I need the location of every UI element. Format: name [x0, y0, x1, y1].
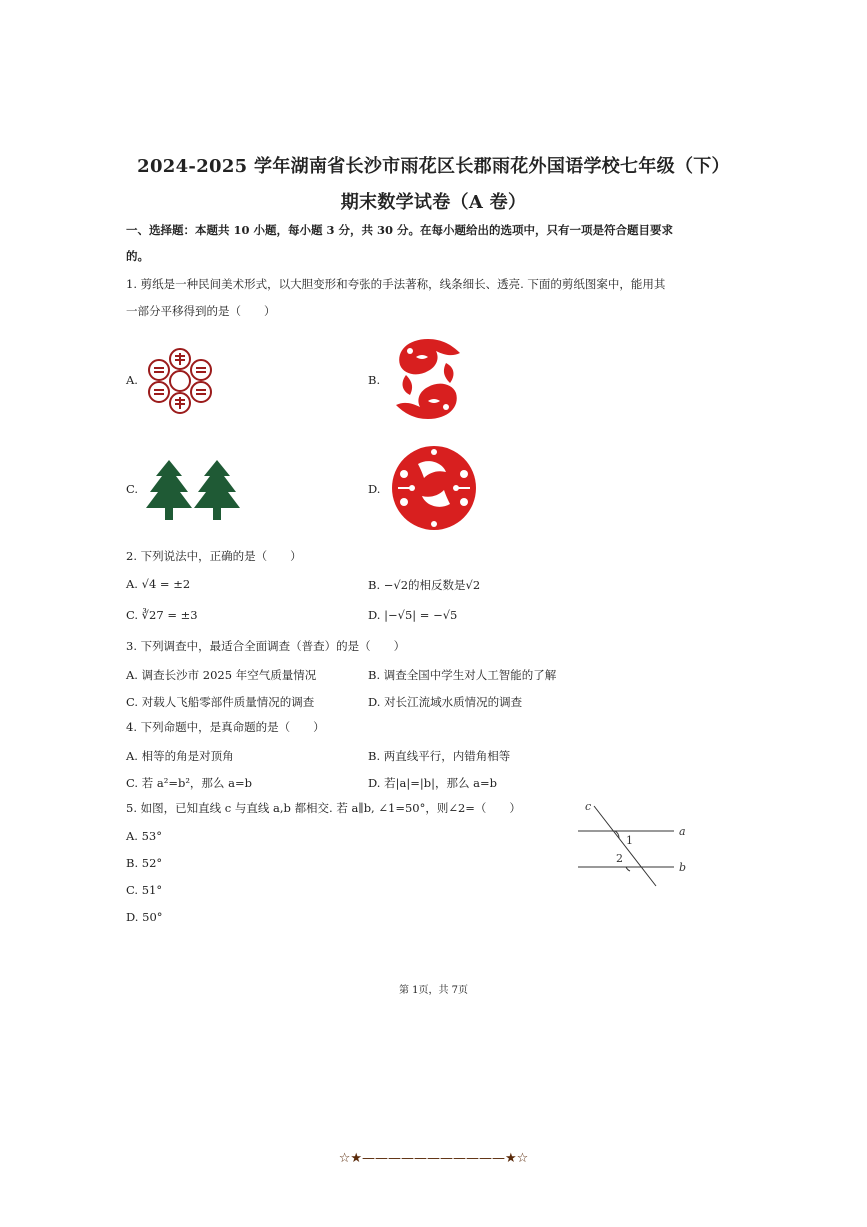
q5-option-a[interactable]: A. 53° — [126, 829, 162, 843]
q2-option-b[interactable] — [368, 577, 480, 593]
ornament-divider: ☆★———————————★☆ — [338, 1151, 529, 1166]
q1-stem-cont: 一部分平移得到的是（ ） — [126, 304, 276, 318]
paper-cut-flower-ring-icon — [144, 345, 216, 417]
q2-option-b-expr: B. −√2 — [368, 578, 409, 592]
exam-title-line1: 2024-2025 学年湖南省长沙市雨花区长郡雨花外国语学校七年级（下） — [137, 156, 730, 177]
q2-option-b-value: √2 — [465, 578, 481, 592]
section-heading: 一、选择题：本题共 10 小题，每小题 3 分，共 30 分。在每小题给出的选项中，只有一项是符合题目要求 — [126, 223, 674, 237]
label-angle-2: 2 — [616, 852, 623, 865]
q3-option-c[interactable]: C. 对载人飞船零部件质量情况的调查 — [126, 695, 315, 709]
q2-stem: 2. 下列说法中，正确的是（ ） — [126, 549, 302, 563]
q2-option-b-text: 的相反数是 — [408, 578, 466, 592]
q5-option-b[interactable]: B. 52° — [126, 856, 163, 870]
label-angle-1: 1 — [626, 834, 633, 847]
q4-option-a[interactable]: A. 相等的角是对顶角 — [126, 749, 234, 763]
q5-stem: 5. 如图，已知直线 c 与直线 a,b 都相交. 若 a∥b, ∠1=50°，则∠2=（ ） — [126, 801, 521, 815]
q4-option-c[interactable]: C. 若 a²=b²，那么 a=b — [126, 776, 252, 790]
page-number: 第 1页，共 7页 — [398, 985, 469, 996]
paper-cut-birds-icon — [388, 444, 480, 532]
q2-option-c[interactable]: C. ∛27 = ±3 — [126, 608, 198, 622]
q5-option-d[interactable]: D. 50° — [126, 910, 163, 924]
q2-option-a[interactable]: A. √4 = ±2 — [126, 577, 191, 591]
q1-option-a-label[interactable]: A. — [126, 373, 138, 387]
parallel-lines-figure — [574, 798, 694, 892]
q3-option-b[interactable]: B. 调查全国中学生对人工智能的了解 — [368, 668, 557, 682]
exam-title-line2: 期末数学试卷（A 卷） — [340, 192, 527, 213]
label-b: b — [679, 861, 687, 874]
angle-2-arc — [626, 867, 630, 871]
two-pine-trees-icon — [144, 458, 244, 522]
q3-option-a[interactable]: A. 调查长沙市 2025 年空气质量情况 — [126, 668, 317, 682]
q3-stem: 3. 下列调查中，最适合全面调查（普查）的是（ ） — [126, 639, 406, 653]
line-c — [594, 806, 656, 886]
q1-stem: 1. 剪纸是一种民间美术形式，以大胆变形和夸张的手法著称，线条细长、透亮. 下面的剪纸图案中，能用其 — [126, 277, 666, 291]
paper-cut-fish-icon — [386, 335, 470, 423]
q4-stem: 4. 下列命题中，是真命题的是（ ） — [126, 720, 325, 734]
q4-option-b[interactable]: B. 两直线平行，内错角相等 — [368, 749, 511, 763]
q1-option-d-label[interactable]: D. — [368, 482, 381, 496]
q3-option-d[interactable]: D. 对长江流域水质情况的调查 — [368, 695, 523, 709]
q4-option-d[interactable]: D. 若|a|=|b|，那么 a=b — [368, 776, 497, 790]
label-c: c — [585, 800, 592, 813]
q5-option-c[interactable]: C. 51° — [126, 883, 163, 897]
q2-option-d[interactable]: D. |−√5| = −√5 — [368, 608, 458, 622]
label-a: a — [679, 825, 686, 838]
section-heading-cont: 的。 — [126, 249, 149, 263]
q1-option-b-label[interactable]: B. — [368, 373, 381, 387]
q1-option-c-label[interactable]: C. — [126, 482, 139, 496]
